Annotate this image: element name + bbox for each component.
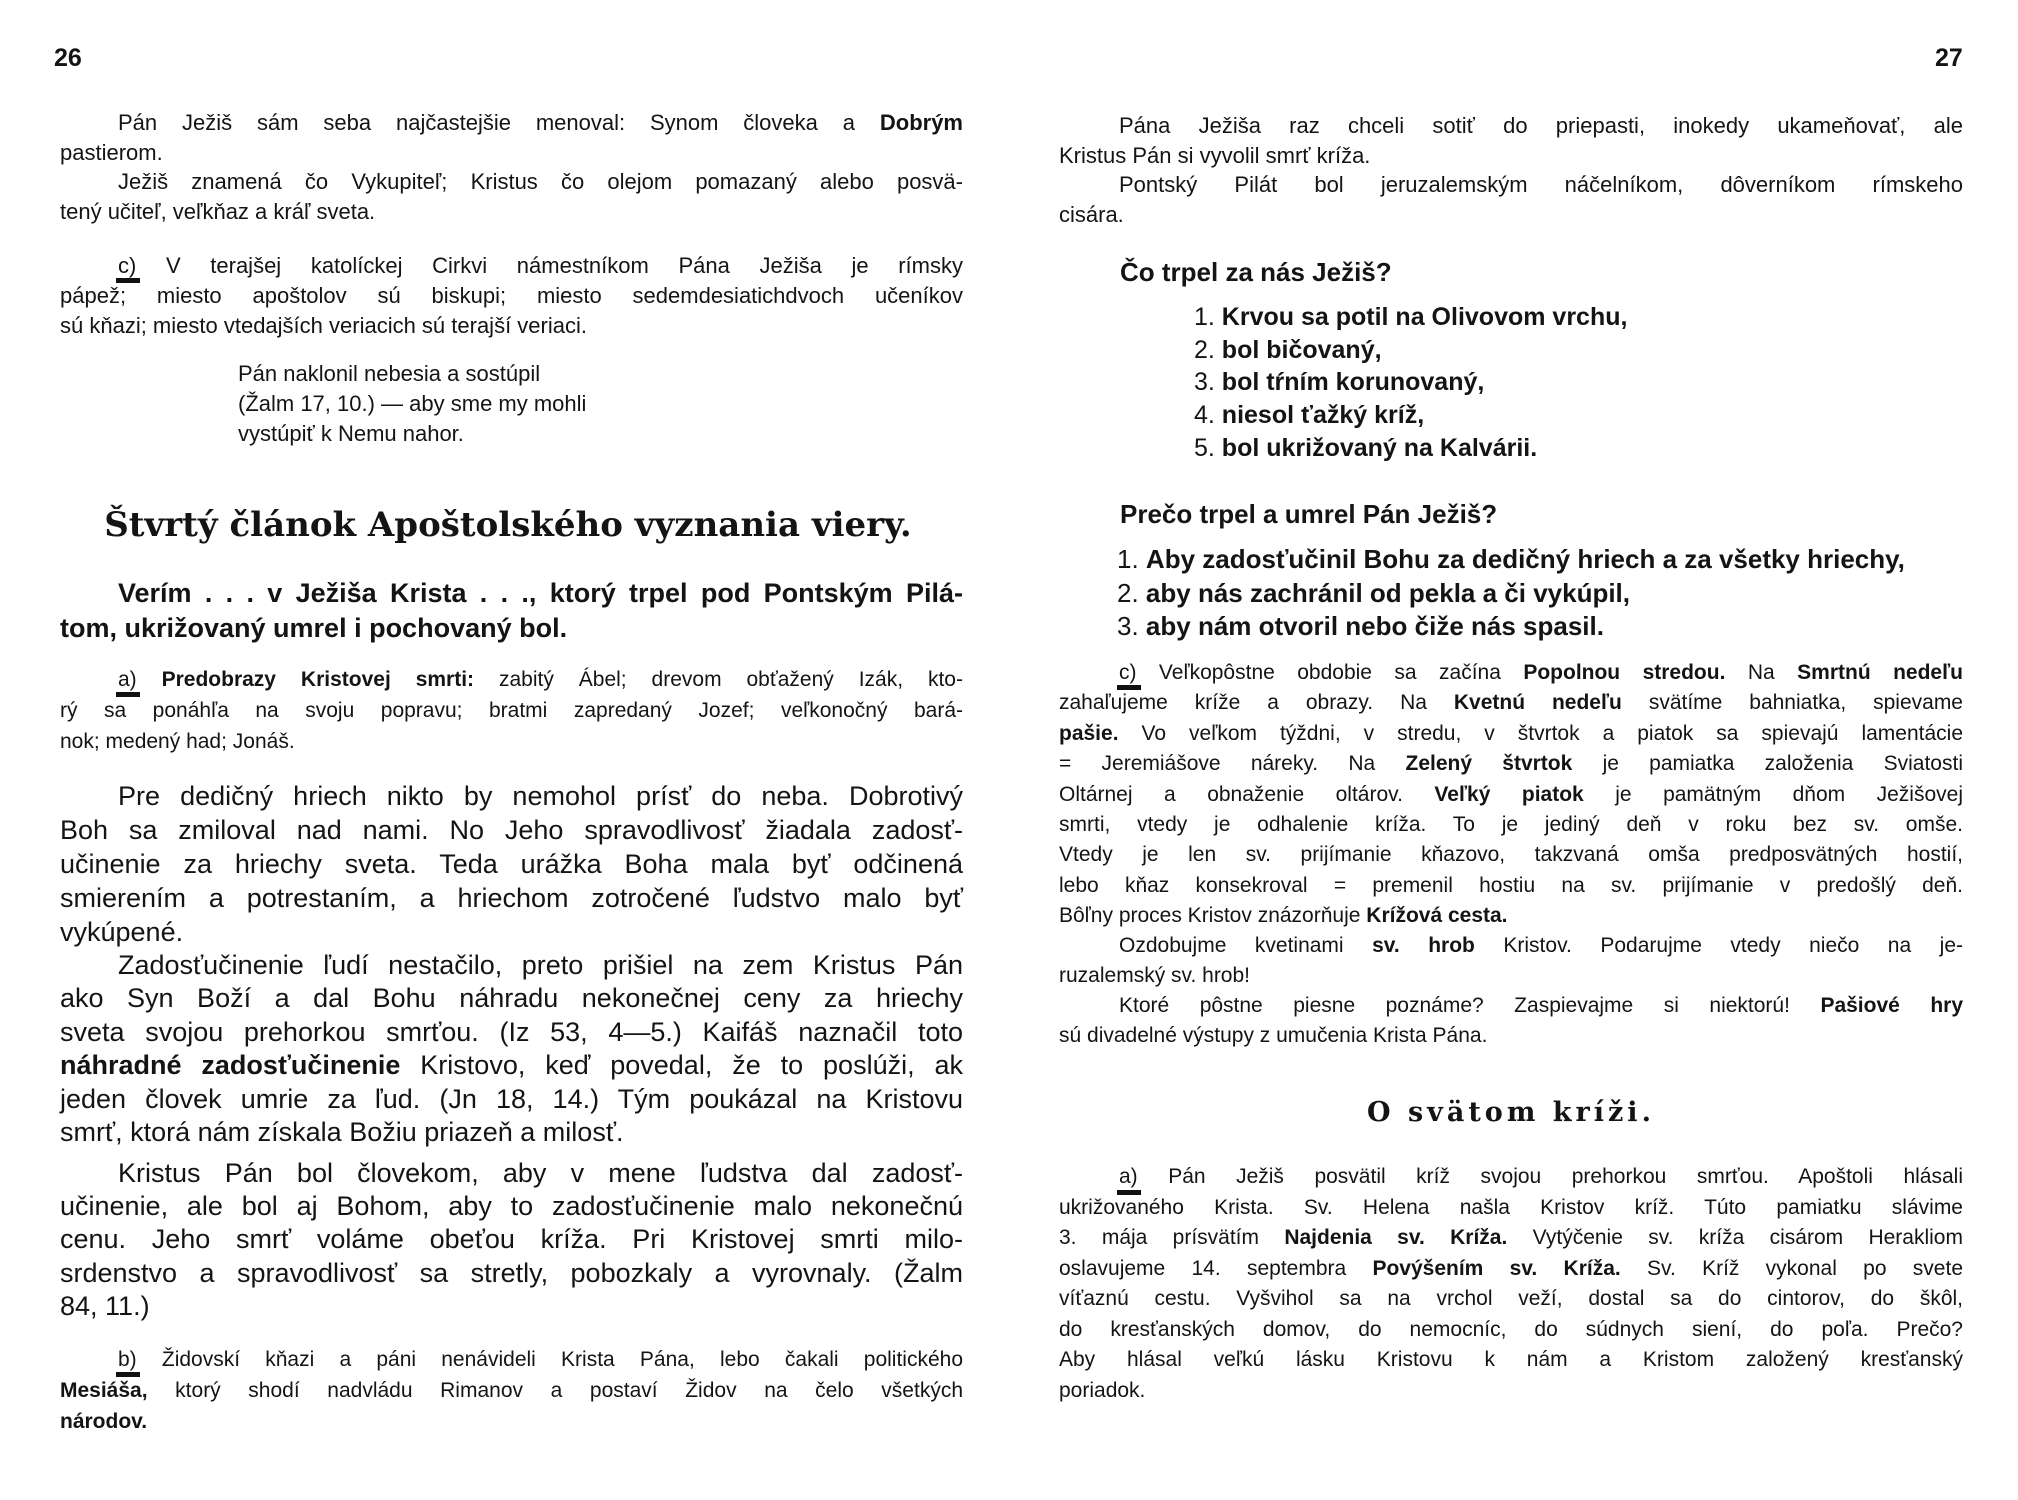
bold-text: Najdenia sv. Kríža. [1284,1226,1508,1249]
text-line [60,576,963,611]
text-line [1059,1254,1963,1285]
text: 3. [1117,611,1146,641]
bold-text: Veľký piatok [1434,782,1584,806]
text-line [60,915,963,949]
text-line [1120,256,1720,288]
text: rý sa ponáhľa na svoju popravu; bratmi zapredaný Jozef; veľkonočný bará- [60,699,963,722]
text-line [1059,141,1963,171]
text: c) V terajšej katolíckej Cirkvi námestníkom Pána Ježiša je rímsky [118,253,963,278]
text-line [1059,749,1963,779]
text-line [60,813,963,847]
bold-text: Povýšením sv. Kríža. [1372,1256,1621,1280]
text: 4. [1194,401,1222,430]
underline-mark [116,1372,140,1377]
text: Vytýčenie sv. kríža cisárom Herakliom [1507,1226,1963,1249]
text: učinenie, ale bol aj Bohom, aby to zadosťučinenie malo nekonečnú [60,1191,963,1222]
text: sú kňazi; miesto vtedajších veriacich sú terajší veriaci. [60,313,587,338]
list-reasons [1117,543,1963,644]
chapter-heading [104,505,911,545]
text-line [1059,780,1963,810]
text-line [60,779,963,813]
text: Vtedy je len sv. prijímanie kňazovo, takzvaná omša predposvätných hostií, [1059,843,1963,867]
text-line [60,949,963,982]
text: je pamiatka založenia Sviatosti [1572,752,1963,776]
text: Pán Ježiš sám seba najčastejšie menoval: Synom človeka a [118,110,880,135]
text-line [60,167,963,197]
text: Ježiš znamená čo Vykupiteľ; Kristus čo olejom pomazaný alebo posvä- [118,169,963,194]
text-line [60,664,963,695]
text-line [104,505,911,545]
section-heading-holy-cross [1367,1097,1655,1128]
text-line [60,1116,963,1149]
underline-mark [116,692,140,697]
text: tený učiteľ, veľkňaz a kráľ sveta. [60,199,376,224]
bold-text: aby nás zachránil od pekla a či vykúpil, [1145,577,1631,608]
paragraph-pilate [1059,170,1963,230]
text: Kristus Pán si vyvolil smrť kríža. [1059,143,1371,168]
bold-text: národov. [60,1410,148,1433]
text: cenu. Jeho smrť voláme obeťou kríža. Pri Kristovej smrti milo- [60,1224,963,1255]
text: a) [118,668,162,691]
bold-text: bol ukrižovaný na Kalvárii. [1221,433,1538,462]
text: smierením a potrestaním, a hriechom zotročené ľudstvo malo byť [60,883,963,913]
text: Vo veľkom týždni, v stredu, v štvrtok a piatok sa spievajú lamentácie [1118,721,1963,745]
text-line [1059,1223,1963,1254]
text: Pána Ježiša raz chceli sotiť do priepasti, inokedy ukameňovať, ale [1119,113,1963,138]
text: Pre dedičný hriech nikto by nemohol prísť do neba. Dobrotivý [118,781,963,811]
text: je pamätným dňom Ježišovej [1583,782,1963,806]
text-line [1059,1284,1963,1315]
text: vystúpiť k Nemu nahor. [238,421,464,446]
text-line [1059,931,1963,961]
underline-mark [1117,685,1141,690]
text: ukrižovaného Krista. Sv. Helena našla Kristov kríž. Túto pamiatku slávime [1059,1195,1963,1219]
text: 84, 11.) [60,1290,150,1321]
text-line [60,1190,963,1223]
text: 2. [1117,577,1146,608]
text: zahaľujeme kríže a obrazy. Na [1059,691,1454,715]
bold-text: Popolnou stredou. [1523,661,1726,684]
text: 3. [1194,368,1222,397]
bold-text: pašie. [1059,721,1119,745]
list-sufferings [1194,301,1894,465]
text: O svätom kríži. [1367,1097,1655,1128]
text: pastierom. [60,140,163,165]
text-line [60,281,963,311]
paragraph-a-prefigurations [60,664,963,757]
text: jeden človek umrie za ľud. (Jn 18, 14.) Tým poukázal na Kristovu [60,1083,963,1114]
text-line [1059,1193,1963,1224]
bold-text: Zelený štvrtok [1405,752,1573,776]
paragraph-son-of-man [60,108,963,168]
text-line [60,1016,963,1049]
text-line [60,197,963,227]
text-line [238,359,738,389]
bold-text: Predobrazy Kristovej smrti: [161,668,475,691]
text-line [1194,334,1894,367]
question-why-suffered [1120,498,1720,530]
text-line [1059,200,1963,230]
text-line [60,847,963,881]
text-line [1059,1315,1963,1346]
text: Boh sa zmiloval nad nami. No Jeho spravodlivosť žiadala zadosť- [60,815,963,845]
text: srdenstvo a spravodlivosť sa stretly, pobozkaly a vyrovnaly. (Žalm [60,1257,963,1288]
text-line [1059,170,1963,200]
bold-text: náhradné zadosťučinenie [60,1050,401,1081]
bold-text: aby nám otvoril nebo čiže nás spasil. [1145,611,1604,641]
text-line [60,881,963,915]
text-line [1059,901,1963,931]
bold-text: Krvou sa potil na Olivovom vrchu, [1221,303,1628,331]
text: Kristus Pán bol človekom, aby v mene ľudstva dal zadosť- [118,1158,963,1188]
text: lebo kňaz konsekroval = premenil hostiu na sv. prijímanie v predošlý deň. [1059,873,1963,897]
bold-text: Prečo trpel a umrel Pán Ježiš? [1120,499,1498,529]
bold-text: Čo trpel za nás Ježiš? [1120,257,1392,287]
text: smrti, vtedy je odhalenie kríža. To je jediný deň v roku bez sv. omše. [1059,813,1963,837]
text-line [1194,399,1894,432]
text: Aby hlásal veľkú lásku Kristovu k nám a Kristom založený kresťanský [1059,1348,1963,1371]
text: 3. mája prísvätím [1059,1226,1285,1249]
paragraph-christ-man-god [60,1157,963,1323]
text-line [60,1257,963,1290]
text-line [60,138,963,168]
text: c) Veľkopôstne obdobie sa začína [1119,661,1524,684]
text-line [1367,1097,1655,1128]
text-line [1059,991,1963,1021]
bold-text: Aby zadosťučinil Bohu za dedičný hriech a za všetky hriechy, [1145,544,1905,574]
text: = Jeremiášove náreky. Na [1059,752,1406,776]
text-line [60,1223,963,1256]
bold-text: Kvetnú nedeľu [1453,691,1622,715]
text-line [60,1083,963,1116]
text-line [1117,543,1963,577]
bold-text: Smrtnú nedeľu [1797,661,1964,684]
text-line [1059,1021,1963,1051]
text: cisára. [1059,202,1124,227]
question-what-suffered [1120,256,1720,288]
text-line [1059,688,1963,718]
text-line [1117,610,1963,644]
text-line [60,1406,963,1437]
text: sveta svojou prehorkou smrťou. (Iz 53, 4—5.) Kaifáš naznačil toto [60,1016,963,1047]
text: 1. [1194,303,1222,331]
text: Kristov. Podarujme vtedy niečo na je- [1474,934,1963,957]
bold-text: Pašiové hry [1820,994,1963,1017]
paragraph-b-priests [60,1344,963,1437]
text: ruzalemský sv. hrob! [1059,964,1250,987]
bold-text: Krížová cesta. [1366,904,1508,928]
text: smrť, ktorá nám získala Božiu priazeň a milosť. [60,1117,624,1148]
text: tom, ukrižovaný umrel i pochovaný bol. [60,613,568,643]
text-line [60,108,963,138]
text: Štvrtý článok Apoštolského vyznania viery. [104,505,912,545]
text-line [1059,719,1963,749]
text-line [60,1290,963,1323]
text: Oltárnej a obnaženie oltárov. [1059,782,1435,806]
text: svätíme bahniatka, spievame [1621,691,1963,715]
text: Ktoré pôstne piesne poznáme? Zaspievajme si niektorú! [1119,994,1821,1017]
text: Sv. Kríž vykonal po svete [1620,1256,1963,1280]
text-line [1120,498,1720,530]
text: 2. [1194,335,1222,364]
text-line [60,251,963,281]
paragraph-original-sin [60,779,963,949]
text: Zadosťučinenie ľudí nestačilo, preto prišiel na zem Kristus Pán [118,950,963,980]
text: do kresťanských domov, do nemocníc, do súdnych siení, do poľa. Prečo? [1059,1317,1963,1341]
text: zabitý Ábel; drevom obťažený Izák, kto- [474,668,963,691]
text: Pontský Pilát bol jeruzalemským náčelníkom, dôverníkom rímskeho [1119,172,1963,197]
creed-article [60,576,963,646]
text-line [60,982,963,1015]
text-line [1059,1345,1963,1376]
text-line [238,419,738,449]
text: Pán naklonil nebesia a sostúpil [238,361,541,386]
text-line [1059,1376,1963,1407]
text: pápež; miesto apoštolov sú biskupi; miesto sedemdesiatichdvoch učeníkov [60,283,963,308]
text: sú divadelné výstupy z umučenia Krista Pána. [1059,1024,1488,1047]
paragraph-holy-tomb [1059,931,1963,991]
bold-text: Mesiáša, [60,1379,148,1402]
text: poriadok. [1059,1378,1146,1402]
text-line [238,389,738,419]
paragraph-c-church [60,251,963,341]
page-number-right: 27 [1935,44,1963,72]
text: 1. [1117,544,1146,574]
text-line [60,311,963,341]
paragraph-a-holy-cross [1059,1162,1963,1406]
paragraph-satisfaction [60,949,963,1149]
text: Na [1725,661,1798,684]
bold-text: niesol ťažký kríž, [1221,401,1425,430]
text: Bôľny proces Kristov znázorňuje [1059,904,1367,928]
text-line [60,611,963,646]
page-number-left: 26 [54,44,82,72]
bold-text: bol tŕním korunovaný, [1221,368,1485,397]
paragraph-jesus-meaning [60,167,963,227]
text-line [60,1344,963,1375]
text: Kristovo, keď povedal, že to poslúži, ak [400,1050,963,1081]
text-line [1059,1162,1963,1193]
bold-text: sv. hrob [1372,934,1475,957]
text: víťaznú cestu. Vyšvihol sa na vrchol veží, dostal sa do cintorov, do škôl, [1059,1287,1963,1310]
bold-text: bol bičovaný, [1221,335,1382,364]
text-line [1059,871,1963,901]
text-line [1059,840,1963,870]
text-line [1194,301,1894,334]
paragraph-c-lent [1059,658,1963,932]
text-line [1194,432,1894,465]
text: Verím . . . v Ježiša Krista . . ., ktorý trpel pod Pontským Pilá- [118,578,963,608]
text-line [60,726,963,757]
text: b) Židovskí kňazi a páni nenávideli Krista Pána, lebo čakali politického [118,1348,963,1371]
text: vykúpené. [60,917,184,947]
paragraph-jesus-cross [1059,111,1963,171]
psalm-quote [238,359,738,449]
text-line [60,1049,963,1082]
text: učinenie za hriechy sveta. Teda urážka Boha mala byť odčinená [60,849,963,879]
underline-mark [1117,1190,1141,1195]
text: (Žalm 17, 10.) — aby sme my mohli [238,391,587,416]
text: ktorý shodí nadvládu Rimanov a postaví Židov na čelo všetkých [147,1379,963,1402]
text: nok; medený had; Jonáš. [60,730,295,753]
text-line [60,1375,963,1406]
paragraph-lenten-songs [1059,991,1963,1051]
text-line [1059,111,1963,141]
text-line [1059,810,1963,840]
text-line [1194,366,1894,399]
text: ako Syn Boží a dal Bohu náhradu nekonečnej ceny za hriechy [60,983,963,1014]
text: oslavujeme 14. septembra [1059,1256,1373,1280]
text: 5. [1194,433,1222,462]
bold-text: Dobrým [879,110,963,135]
text-line [1059,961,1963,991]
text-line [60,695,963,726]
text: Ozdobujme kvetinami [1119,934,1373,957]
text-line [60,1157,963,1190]
text: a) Pán Ježiš posvätil kríž svojou prehorkou smrťou. Apoštoli hlásali [1119,1165,1963,1188]
underline-mark [116,278,140,283]
text-line [1059,658,1963,688]
text-line [1117,577,1963,611]
